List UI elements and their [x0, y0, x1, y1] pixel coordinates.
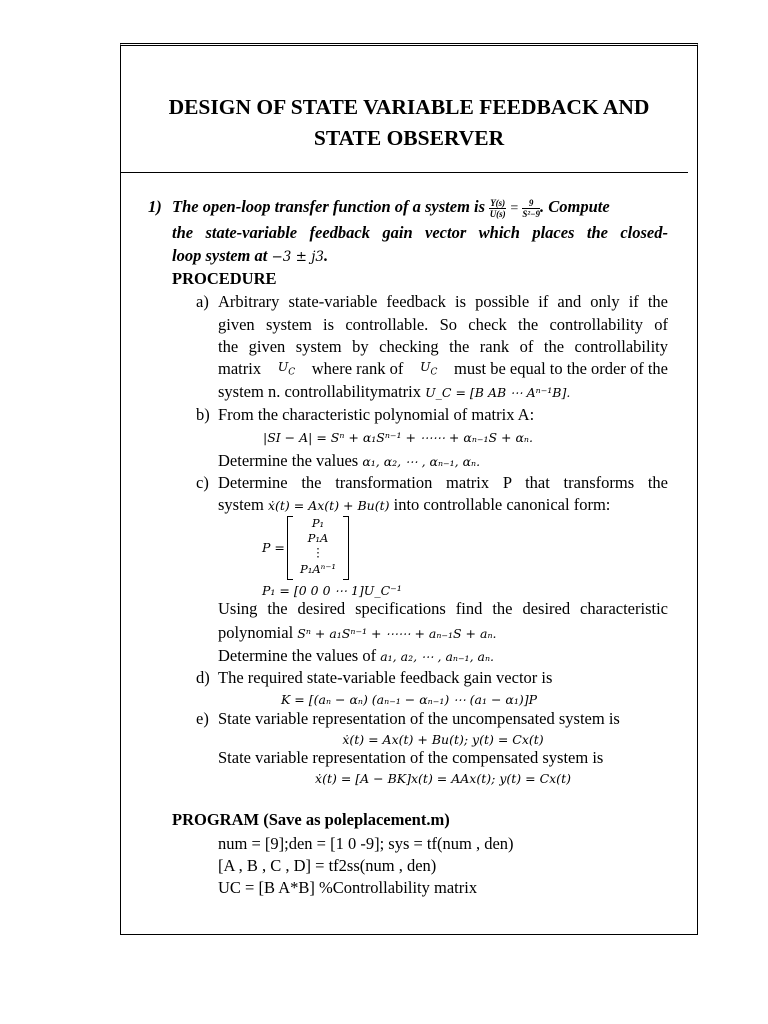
equals-sign: = [510, 201, 519, 216]
characteristic-polynomial-equation: |SI − A| = Sⁿ + α₁Sⁿ⁻¹ + ⋯⋯ + αₙ₋₁S + αₙ. [263, 430, 533, 445]
program-line-1: num = [9];den = [1 0 -9]; sys = tf(num , den) [218, 834, 514, 853]
step-a-line-4 [218, 359, 668, 379]
step-b-line-2-text: Determine the values [218, 451, 359, 470]
step-a-line-5-text: system n. controllabilitymatrix [218, 382, 422, 401]
step-c-line-5-text: Determine the values of [218, 646, 377, 665]
controllability-matrix-equation: U_C = [B AB ⋯ Aⁿ⁻¹B]. [425, 385, 571, 400]
step-e-line-2: State variable representation of the compensated system is [218, 748, 604, 767]
question-number: 1) [148, 197, 162, 216]
gain-vector-equation: K = [(aₙ − αₙ) (aₙ₋₁ − αₙ₋₁) ⋯ (a₁ − α₁)]P [281, 692, 538, 707]
procedure-heading: PROCEDURE [172, 269, 277, 288]
step-d-line-1: The required state-variable feedback gain vector is [218, 668, 553, 687]
step-c-line-2 [218, 495, 610, 515]
uc-symbol-2: $U_C$ [419, 359, 438, 378]
transformation-matrix-p [287, 516, 349, 580]
compensated-system-equation: ẋ(t) = [A − BK]x(t) = AAx(t); y(t) = Cx(t) [315, 771, 571, 786]
step-c-line-1: Determine the transformation matrix P that transforms the [218, 473, 668, 492]
transfer-fraction-rhs: $\frac{9}{\text{S²−9}}$ [522, 197, 541, 219]
step-b-line-1: From the characteristic polynomial of matrix A: [218, 405, 535, 424]
step-a-line-4-text-3: must be equal to the order of the [454, 359, 668, 378]
step-a-label: a) [196, 292, 209, 311]
p1-equation: P₁ = [0 0 0 ⋯ 1]U_C⁻¹ [262, 583, 402, 598]
matrix-row-4: P₁Aⁿ⁻¹ [300, 562, 336, 576]
step-a-line-2: given system is controllable. So check the controllability of [218, 315, 668, 334]
matrix-row-3: ⋮ [312, 545, 324, 559]
state-equation: ẋ(t) = Ax(t) + Bu(t) [267, 498, 390, 513]
title-line-2: STATE OBSERVER [313, 126, 505, 150]
question-line-1-end: . Compute [540, 197, 610, 216]
program-line-3: UC = [B A*B] %Controllability matrix [218, 878, 478, 897]
step-c-line-4-text: polynomial [218, 623, 294, 642]
matrix-row-1: P₁ [311, 516, 325, 530]
step-c-label: c) [196, 473, 209, 492]
step-a-line-5 [218, 382, 570, 402]
step-c-line-3: Using the desired specifications find the desired characteristic [218, 599, 668, 618]
a-values: a₁, a₂, ⋯ , aₙ₋₁, aₙ. [380, 649, 495, 664]
step-c-line-4 [218, 623, 497, 643]
step-b-label: b) [196, 405, 210, 424]
step-e-label: e) [196, 709, 209, 728]
question-line-3-end: . [324, 246, 329, 265]
alpha-values: α₁, α₂, ⋯ , αₙ₋₁, αₙ. [362, 454, 481, 469]
program-heading: PROGRAM (Save as poleplacement.m) [172, 810, 450, 829]
title-divider [120, 172, 688, 173]
step-c-line-2-text: system [218, 495, 264, 514]
title-line-1: DESIGN OF STATE VARIABLE FEEDBACK AND [168, 95, 650, 119]
page-title [120, 92, 698, 154]
uc-symbol-1: $U_C$ [277, 359, 296, 378]
step-a-line-3: the given system by checking the rank of the controllability [218, 337, 668, 356]
step-a-line-1: Arbitrary state-variable feedback is possible if and only if the [218, 292, 668, 311]
question-line-2: the state-variable feedback gain vector which places the closed- [172, 223, 668, 242]
uncompensated-system-equation: ẋ(t) = Ax(t) + Bu(t); y(t) = Cx(t) [342, 732, 544, 747]
step-c-line-2-end: into controllable canonical form: [393, 495, 611, 514]
matrix-p-lhs: P = [262, 540, 285, 555]
desired-pole-location: −3 ± j3 [271, 249, 325, 265]
desired-polynomial: Sⁿ + a₁Sⁿ⁻¹ + ⋯⋯ + aₙ₋₁S + aₙ. [297, 626, 497, 641]
question-line-3-text: loop system at [172, 246, 268, 265]
step-a-line-4-text-2: where rank of [311, 359, 404, 378]
question-line-1 [172, 197, 668, 219]
question-line-1-text: The open-loop transfer function of a system is [172, 197, 486, 216]
transfer-fraction-lhs: $\frac{Y(s)}{U(s)}$ [489, 197, 506, 219]
question-line-3 [172, 246, 328, 266]
step-b-line-2 [218, 451, 480, 471]
matrix-row-2: P₁A [307, 531, 329, 545]
step-c-line-5 [218, 646, 494, 666]
step-a-line-4-text-1: matrix [218, 359, 262, 378]
program-line-2: [A , B , C , D] = tf2ss(num , den) [218, 856, 437, 875]
step-d-label: d) [196, 668, 210, 687]
step-e-line-1: State variable representation of the uncompensated system is [218, 709, 620, 728]
